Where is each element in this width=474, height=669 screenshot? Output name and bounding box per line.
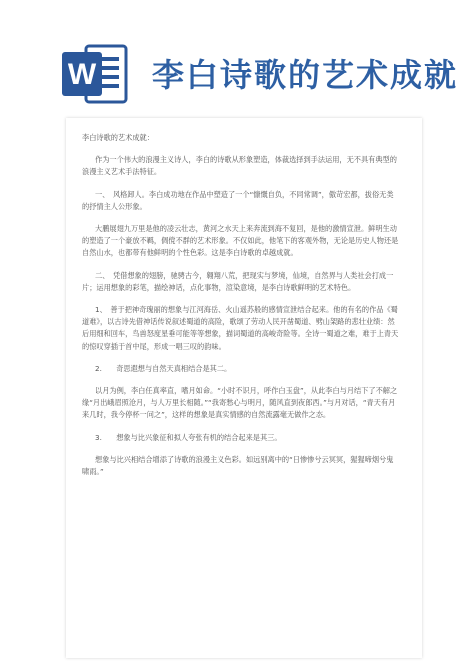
word-document-icon [58,38,130,110]
paragraph-point-1-detail: 大鹏展翅九万里是他的凌云壮志，黄河之水天上来奔流到海不复回，是他的激情宣泄。鲜明生动的塑造了一个豪放不羁，倜傥不群的艺术形象。不仅如此，他笔下的客观外物，无论是历史人物还是自然山水，也都带有他鲜明的个性色彩。这是李白诗歌的卓越成就。 [82,224,399,258]
header-banner [0,0,474,120]
paragraph-point-2: 二、 凭借想象的翅膀，驰骋古今，翱翔八荒，把现实与梦境，仙境，自然界与人类社会打成一片；运用想象的彩笔，描绘神话，点化事物，渲染意境，是李白诗歌鲜明的艺术特色。 [82,270,394,292]
paragraph-subpoint-1: 1、 善于把神奇瑰丽的想象与江河海岳、火山遥苏般的感情宣泄结合起来。他的有名的作品《蜀道难》，以古诗先借神话传说叙述蜀道的高险，歌颂了劳动人民开凿蜀道、劈山架路的悲壮业绩：然后用细和回车，鸟兽怒度星垂可能等等想象，描词蜀道的高峻奇险等。全诗一蜀道之难，难于上青天的惊叹穿插于首中尾，形成一唱三叹的韵味。 [82,305,399,351]
document-page [66,118,422,658]
paragraph-intro: 作为一个伟大的浪漫主义诗人，李白的诗歌从形象塑造，体裁选择到手法运用，无不具有典型的浪漫主义艺术手法特征。 [82,155,397,177]
paragraph-subpoint-2-detail: 以月为例，李白任真率直，嗜月如命。“小时不识月，呼作白玉盘”，从此李白与月结下了不解之缘“月出峨眉照沧月，与人万里长相随。”“我寄愁心与明月，随风直到夜郎西。”与月对话，“青天有月来几时，我今停杯一问之”，这样的想象是真实情感的自然流露毫无做作之态。 [82,386,398,420]
doc-heading: 李白诗歌的艺术成就： [82,133,154,142]
paragraph-subpoint-3: 3. 想象与比兴象征和拟人夸张有机的结合起来是其三。 [95,432,282,442]
logo-letter: W [67,58,97,91]
paragraph-subpoint-3-detail: 想象与比兴相结合增添了诗歌的浪漫主义色彩。如远别离中的“日惨惨兮云冥冥，猩猩啼烟兮鬼啸雨。” [82,454,394,477]
paragraph-subpoint-2: 2. 奇思遐想与自然天真相结合是其二。 [95,363,232,373]
document-body [82,132,400,478]
paragraph-point-1: 一、 风格卸人。李白成功地在作品中塑造了一个“慷慨自负，不同常调”，傲苛宏都，拔俗无类的抒情主人公形象。 [82,189,394,211]
page-title: 李白诗歌的艺术成就 [152,56,459,94]
